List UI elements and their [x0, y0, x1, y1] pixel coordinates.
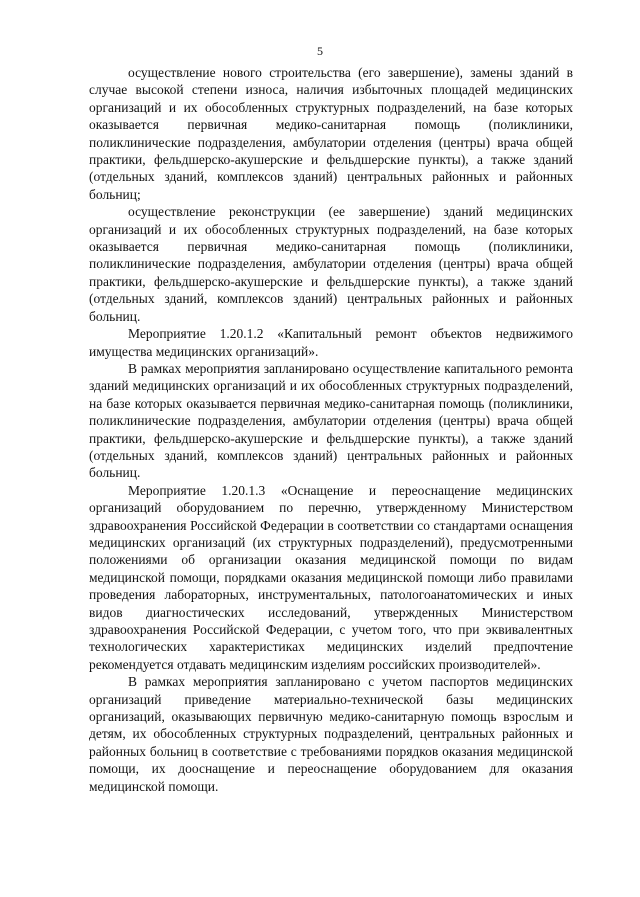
paragraph-measure-1-20-1-3-description: В рамках мероприятия запланировано с учетом паспортов медицинских организаций приведение материально-технической базы медицинских организаций, оказывающих первичную медико-санитарную помощь взрослым и детям, их обособленных структурных подразделений, центральных районных и районных больниц в соответствие с требованиями порядков оказания медицинской помощи, их дооснащение и переоснащение оборудованием для оказания медицинской помощи. [89, 674, 573, 794]
paragraph-reconstruction: осуществление реконструкции (ее завершение) зданий медицинских организаций и их обособленных структурных подразделений, на базе которых оказывается первичная медико-санитарная помощь (поликлиники, поликлинические подразделения, амбулатории отделения (центры) врача общей практики, фельдшерско-акушерские и фельдшерские пункты), а также зданий (отдельных зданий, комплексов зданий) центральных районных и районных больниц. [89, 204, 573, 324]
paragraph-measure-1-20-1-3-title: Мероприятие 1.20.1.3 «Оснащение и переоснащение медицинских организаций оборудованием по перечню, утвержденному Министерством здравоохранения Российской Федерации в соответствии со стандартами оснащения медицинских организаций (их структурных подразделений), предусмотренными положениями об организации оказания медицинской помощи по видам медицинской помощи, порядками оказания медицинской помощи либо правилами проведения лабораторных, инструментальных, патологоанатомических и иных видов диагностических исследований, утвержденных Министерством здравоохранения Российской Федерации, с учетом того, что при эквивалентных технологических характеристиках медицинских изделий предпочтение рекомендуется отдавать медицинским изделиям российских производителей». [89, 482, 573, 672]
paragraph-measure-1-20-1-2-title: Мероприятие 1.20.1.2 «Капитальный ремонт объектов недвижимого имущества медицинских организаций». [89, 326, 573, 359]
paragraph-new-construction: осуществление нового строительства (его завершение), замены зданий в случае высокой степени износа, наличия избыточных площадей медицинских организаций и их обособленных структурных подразделений, на базе которых оказывается первичная медико-санитарная помощь (поликлиники, поликлинические подразделения, амбулатории отделения (центры) врача общей практики, фельдшерско-акушерские и фельдшерские пункты), а также зданий (отдельных зданий, комплексов зданий) центральных районных и районных больниц; [89, 65, 573, 202]
page-number: 5 [317, 44, 323, 58]
paragraph-measure-1-20-1-2-description: В рамках мероприятия запланировано осуществление капитального ремонта зданий медицинских организаций и их обособленных структурных подразделений, на базе которых оказывается первичная медико-санитарная помощь (поликлиники, поликлинические подразделения, амбулатории отделения (центры) врача общей практики, фельдшерско-акушерские и фельдшерские пункты), а также зданий (отдельных зданий, комплексов зданий) центральных районных и районных больниц. [89, 360, 573, 481]
document-body [89, 64, 573, 795]
